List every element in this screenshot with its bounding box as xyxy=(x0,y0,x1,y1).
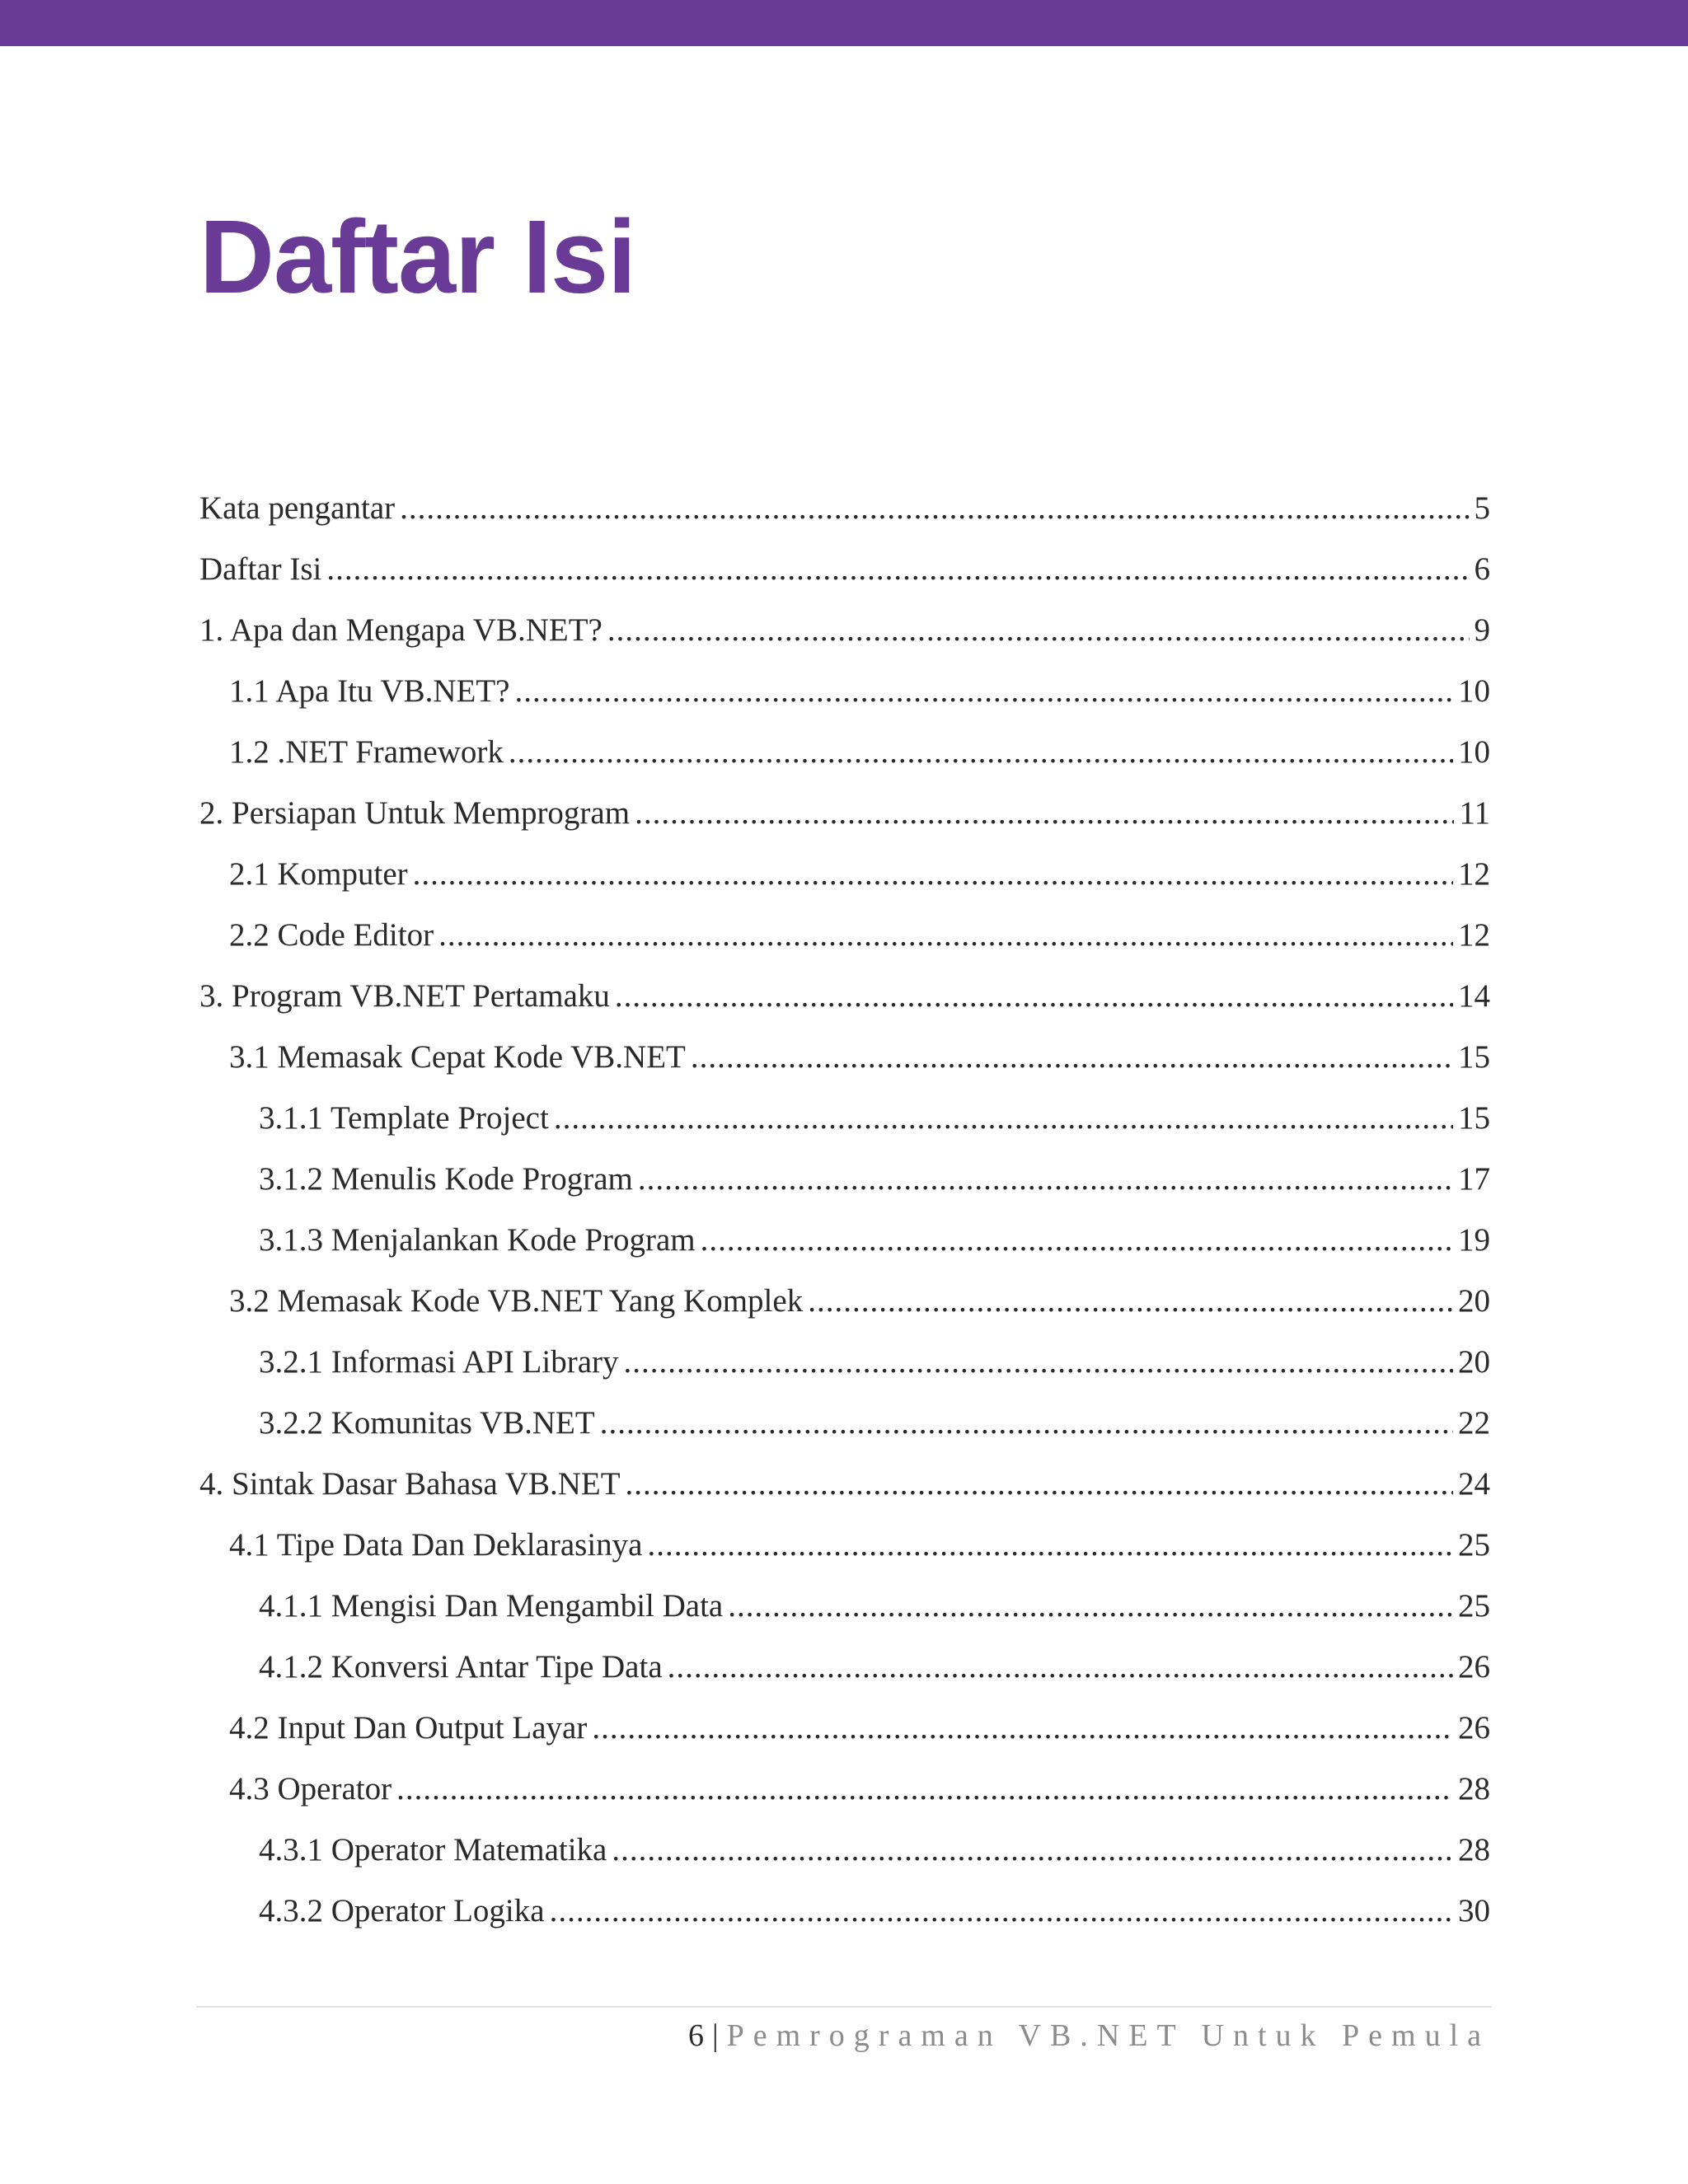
toc-entry-label: 1. Apa dan Mengapa VB.NET? xyxy=(199,612,603,648)
toc-entry-page: 22 xyxy=(1458,1405,1490,1441)
toc-dot-leader xyxy=(509,722,1453,783)
toc-entry-label: 3.2.2 Komunitas VB.NET xyxy=(259,1405,595,1441)
toc-entry-label: 3.2.1 Informasi API Library xyxy=(259,1344,619,1380)
toc-entry-page: 28 xyxy=(1458,1771,1490,1807)
toc-entry-label: 4.2 Input Dan Output Layar xyxy=(229,1710,588,1746)
toc-entry-page: 10 xyxy=(1458,734,1490,770)
toc-entry-label: 4.3.1 Operator Matematika xyxy=(259,1832,607,1868)
toc-dot-leader xyxy=(728,1576,1453,1637)
toc-entry[interactable] xyxy=(199,966,1490,1027)
toc-dot-leader xyxy=(438,905,1453,966)
toc-dot-leader xyxy=(600,1393,1453,1454)
toc-entry[interactable] xyxy=(199,1027,1490,1088)
toc-entry[interactable] xyxy=(199,844,1490,905)
toc-entry[interactable] xyxy=(199,1698,1490,1759)
toc-entry-page: 26 xyxy=(1458,1710,1490,1746)
toc-entry-label: 4.3.2 Operator Logika xyxy=(259,1893,545,1929)
toc-entry[interactable] xyxy=(199,1393,1490,1454)
toc-entry-label: 2.1 Komputer xyxy=(229,856,408,892)
toc-entry[interactable] xyxy=(199,1210,1490,1271)
toc-dot-leader xyxy=(396,1759,1453,1820)
toc-entry-label: 3. Program VB.NET Pertamaku xyxy=(199,978,610,1014)
toc-entry-page: 10 xyxy=(1458,673,1490,709)
toc-entry-label: 4. Sintak Dasar Bahasa VB.NET xyxy=(199,1466,621,1502)
toc-entry-page: 14 xyxy=(1458,978,1490,1014)
toc-entry[interactable] xyxy=(199,1149,1490,1210)
toc-entry[interactable] xyxy=(199,478,1490,539)
toc-entry-label: 3.1.3 Menjalankan Kode Program xyxy=(259,1222,696,1258)
toc-entry-label: 4.1 Tipe Data Dan Deklarasinya xyxy=(229,1527,643,1563)
toc-entry[interactable] xyxy=(199,1881,1490,1942)
toc-entry[interactable] xyxy=(199,722,1490,783)
toc-entry-page: 25 xyxy=(1458,1588,1490,1624)
toc-dot-leader xyxy=(413,844,1453,905)
toc-dot-leader xyxy=(626,1454,1453,1515)
toc-dot-leader xyxy=(554,1088,1453,1149)
toc-entry[interactable] xyxy=(199,1637,1490,1698)
toc-entry[interactable] xyxy=(199,1332,1490,1393)
footer-page-number: 6 xyxy=(687,2018,704,2053)
toc-entry-page: 17 xyxy=(1458,1161,1490,1197)
toc-entry-page: 6 xyxy=(1474,551,1490,587)
toc-dot-leader xyxy=(326,539,1469,600)
toc-entry-label: 3.1.1 Template Project xyxy=(259,1100,549,1136)
toc-entry-page: 11 xyxy=(1459,795,1490,831)
toc-dot-leader xyxy=(701,1210,1453,1271)
toc-entry-page: 26 xyxy=(1458,1649,1490,1685)
footer-separator: | xyxy=(711,2018,719,2053)
toc-entry-page: 24 xyxy=(1458,1466,1490,1502)
page-footer xyxy=(688,2011,1490,2060)
toc-dot-leader xyxy=(808,1271,1453,1332)
toc-entry-page: 28 xyxy=(1458,1832,1490,1868)
table-of-contents xyxy=(199,478,1490,1942)
toc-entry-label: 1.2 .NET Framework xyxy=(229,734,504,770)
toc-entry-label: 3.2 Memasak Kode VB.NET Yang Komplek xyxy=(229,1283,804,1319)
toc-entry[interactable] xyxy=(199,1271,1490,1332)
toc-entry-label: 1.1 Apa Itu VB.NET? xyxy=(229,673,510,709)
toc-entry-page: 20 xyxy=(1458,1283,1490,1319)
toc-entry-page: 15 xyxy=(1458,1039,1490,1075)
header-accent-bar xyxy=(0,0,1688,46)
toc-entry[interactable] xyxy=(199,1576,1490,1637)
toc-entry-page: 25 xyxy=(1458,1527,1490,1563)
toc-entry[interactable] xyxy=(199,783,1490,844)
toc-entry-page: 15 xyxy=(1458,1100,1490,1136)
toc-entry[interactable] xyxy=(199,539,1490,600)
toc-dot-leader xyxy=(624,1332,1453,1393)
toc-entry-label: 3.1.2 Menulis Kode Program xyxy=(259,1161,633,1197)
toc-entry[interactable] xyxy=(199,600,1490,661)
toc-entry[interactable] xyxy=(199,905,1490,966)
footer-divider xyxy=(196,2006,1492,2008)
toc-dot-leader xyxy=(635,783,1454,844)
toc-entry-page: 12 xyxy=(1458,917,1490,953)
toc-dot-leader xyxy=(647,1515,1453,1576)
toc-entry-label: 4.1.2 Konversi Antar Tipe Data xyxy=(259,1649,663,1685)
toc-entry-label: 2.2 Code Editor xyxy=(229,917,434,953)
toc-dot-leader xyxy=(668,1637,1453,1698)
toc-entry[interactable] xyxy=(199,661,1490,722)
toc-entry[interactable] xyxy=(199,1088,1490,1149)
toc-dot-leader xyxy=(615,966,1453,1027)
toc-entry-label: 4.3 Operator xyxy=(229,1771,392,1807)
toc-entry-page: 19 xyxy=(1458,1222,1490,1258)
toc-entry-page: 30 xyxy=(1458,1893,1490,1929)
toc-entry[interactable] xyxy=(199,1454,1490,1515)
toc-dot-leader xyxy=(400,478,1469,539)
toc-dot-leader xyxy=(515,661,1454,722)
toc-dot-leader xyxy=(612,1820,1453,1881)
toc-entry-page: 12 xyxy=(1458,856,1490,892)
toc-entry-label: 2. Persiapan Untuk Memprogram xyxy=(199,795,631,831)
toc-dot-leader xyxy=(691,1027,1453,1088)
toc-dot-leader xyxy=(607,600,1470,661)
toc-entry-page: 9 xyxy=(1474,612,1490,648)
toc-entry-label: 3.1 Memasak Cepat Kode VB.NET xyxy=(229,1039,686,1075)
toc-entry[interactable] xyxy=(199,1820,1490,1881)
toc-entry-page: 5 xyxy=(1474,490,1490,526)
toc-dot-leader xyxy=(638,1149,1453,1210)
page-title: Daftar Isi xyxy=(199,199,636,315)
footer-book-title: Pemrograman VB.NET Untuk Pemula xyxy=(726,2018,1490,2053)
toc-entry-label: 4.1.1 Mengisi Dan Mengambil Data xyxy=(259,1588,724,1624)
toc-entry-page: 20 xyxy=(1458,1344,1490,1380)
toc-dot-leader xyxy=(550,1881,1453,1942)
toc-entry-label: Daftar Isi xyxy=(199,551,322,587)
toc-entry[interactable] xyxy=(199,1759,1490,1820)
toc-dot-leader xyxy=(592,1698,1453,1759)
toc-entry[interactable] xyxy=(199,1515,1490,1576)
toc-entry-label: Kata pengantar xyxy=(199,490,396,526)
